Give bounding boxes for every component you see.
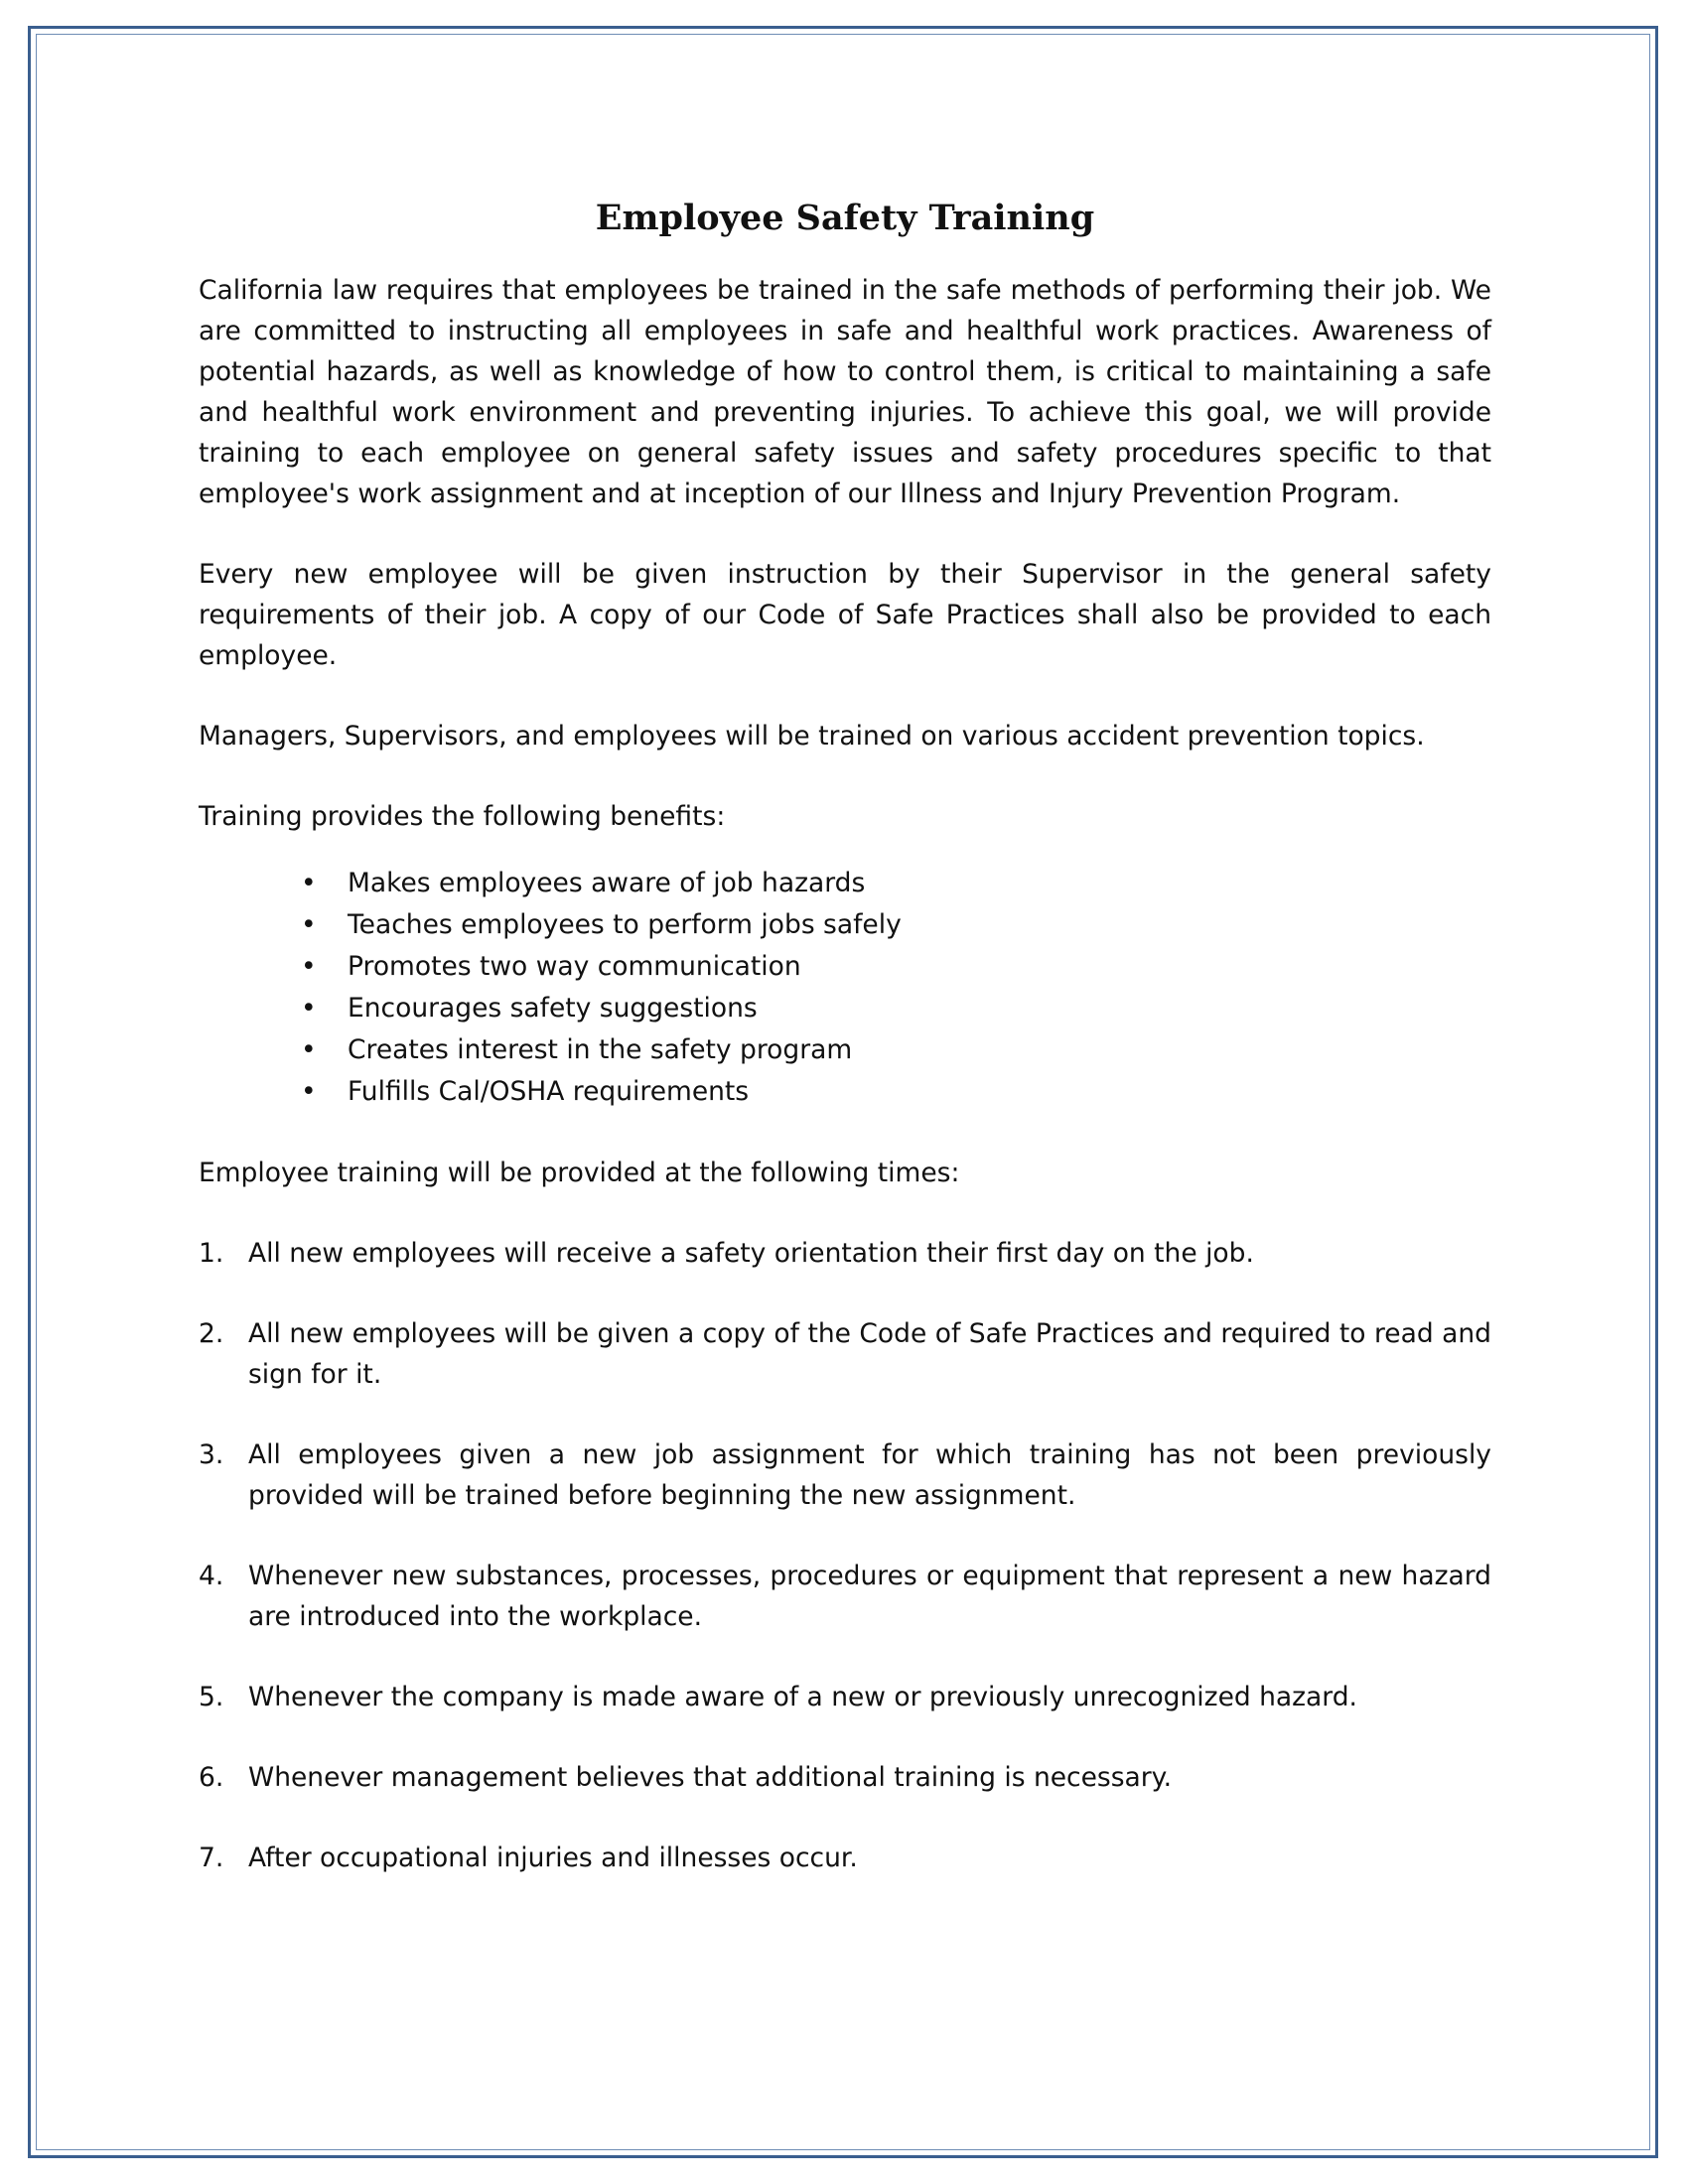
list-item [199, 1556, 1491, 1637]
item-number: 6. [199, 1762, 224, 1793]
item-text: After occupational injuries and illnesses occur. [248, 1843, 858, 1873]
item-text: Whenever new substances, processes, procedures or equipment that represent a new hazard are introduced into the workplace. [248, 1561, 1491, 1632]
list-item [199, 946, 1491, 988]
item-text: All new employees will receive a safety orientation their first day on the job. [248, 1238, 1254, 1269]
bullet-icon: • [301, 909, 317, 940]
bullet-icon: • [301, 951, 317, 982]
list-item [199, 988, 1491, 1029]
list-item [199, 1677, 1491, 1717]
benefit-text: Makes employees aware of job hazards [348, 868, 866, 898]
item-number: 4. [199, 1561, 224, 1591]
item-text: Whenever the company is made aware of a new or previously unrecognized hazard. [248, 1682, 1357, 1712]
training-times-list [199, 1233, 1491, 1878]
benefit-text: Creates interest in the safety program [348, 1034, 853, 1065]
new-employee-paragraph: Every new employee will be given instruction by their Supervisor in the general safety requirements of their job. A copy of our Code of Safe Practices shall also be provided to each employee. [199, 559, 1491, 671]
benefit-text: Encourages safety suggestions [348, 993, 758, 1024]
item-text: All new employees will be given a copy of the Code of Safe Practices and required to read and sign for it. [248, 1318, 1491, 1390]
bullet-icon: • [301, 1076, 317, 1107]
bullet-icon: • [301, 1034, 317, 1065]
intro-paragraph: California law requires that employees be trained in the safe methods of performing their job. We are committed to instructing all employees in safe and healthful work practices. Awareness of potential hazards, as well as knowledge of how to control them, is critical to maintaining a safe and healthful work environment and preventing injuries. To achieve this goal, we will provide training to each employee on general safety issues and safety procedures specific to that employee's work assignment and at inception of our Illness and Injury Prevention Program. [199, 275, 1491, 509]
item-text: Whenever management believes that additional training is necessary. [248, 1762, 1173, 1793]
list-item [199, 1838, 1491, 1878]
document-title: Employee Safety Training [595, 198, 1095, 238]
list-item [199, 1434, 1491, 1516]
list-item [199, 1071, 1491, 1113]
benefits-list [199, 863, 1491, 1113]
benefits-intro: Training provides the following benefits: [199, 801, 726, 832]
list-item [199, 904, 1491, 946]
list-item [199, 1233, 1491, 1274]
item-text: All employees given a new job assignment for which training has not been previously provided will be trained before beginning the new assignment. [248, 1439, 1491, 1511]
list-item [199, 1029, 1491, 1071]
benefit-text: Teaches employees to perform jobs safely [348, 909, 902, 940]
training-times-intro: Employee training will be provided at the following times: [199, 1158, 960, 1188]
list-item [199, 863, 1491, 904]
item-number: 1. [199, 1238, 224, 1269]
item-number: 5. [199, 1682, 224, 1712]
list-item [199, 1313, 1491, 1395]
item-number: 3. [199, 1439, 224, 1470]
benefit-text: Fulfills Cal/OSHA requirements [348, 1076, 750, 1107]
item-number: 7. [199, 1843, 224, 1873]
bullet-icon: • [301, 993, 317, 1024]
benefit-text: Promotes two way communication [348, 951, 801, 982]
bullet-icon: • [301, 868, 317, 898]
document-body [199, 195, 1491, 1918]
accident-prevention-paragraph: Managers, Supervisors, and employees will be trained on various accident prevention topics. [199, 721, 1425, 751]
item-number: 2. [199, 1318, 224, 1349]
list-item [199, 1757, 1491, 1798]
